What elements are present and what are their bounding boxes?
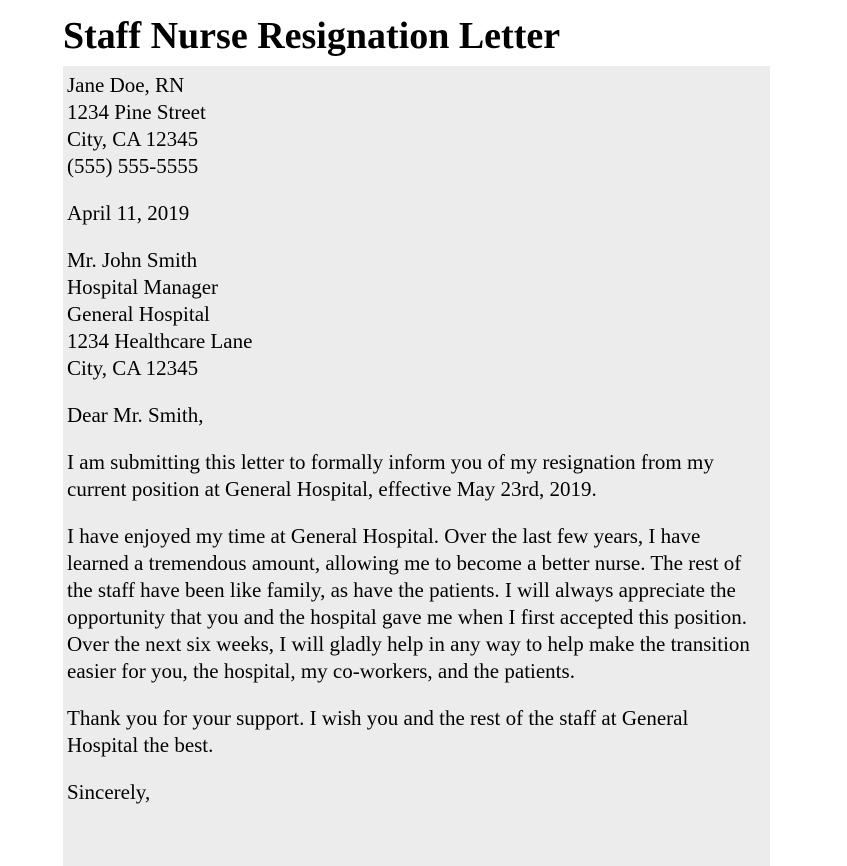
closing: Sincerely, <box>67 780 151 804</box>
recipient-city: City, CA 12345 <box>67 356 199 380</box>
recipient-street: 1234 Healthcare Lane <box>67 329 253 353</box>
salutation: Dear Mr. Smith, <box>67 403 204 427</box>
recipient-title: Hospital Manager <box>67 275 219 299</box>
body-paragraph-2: I have enjoyed my time at General Hospital. Over the last few years, I have learned a tremendous amount, allowing me to become a better nurse. The rest of the staff have been like family, as have the patients. I will always appreciate the opportunity that you and the hospital gave me when I first accepted this position. Over the next six weeks, I will gladly help in any way to help make the transition easier for you, the hospital, my co-workers, and the patients. <box>67 524 750 683</box>
sender-address-block <box>67 72 764 180</box>
sender-street: 1234 Pine Street <box>67 100 206 124</box>
body-paragraph-3: Thank you for your support. I wish you and the rest of the staff at General Hospital the best. <box>67 706 689 757</box>
recipient-company: General Hospital <box>67 302 210 326</box>
body-paragraph-1: I am submitting this letter to formally inform you of my resignation from my current position at General Hospital, effective May 23rd, 2019. <box>67 450 714 501</box>
sender-city: City, CA 12345 <box>67 127 199 151</box>
recipient-name: Mr. John Smith <box>67 248 198 272</box>
letter-date: April 11, 2019 <box>67 201 190 225</box>
sender-name: Jane Doe, RN <box>67 73 185 97</box>
recipient-address-block <box>67 247 764 382</box>
page-title: Staff Nurse Resignation Letter <box>63 15 561 57</box>
sender-phone: (555) 555-5555 <box>67 154 199 178</box>
letter-body <box>63 66 770 866</box>
